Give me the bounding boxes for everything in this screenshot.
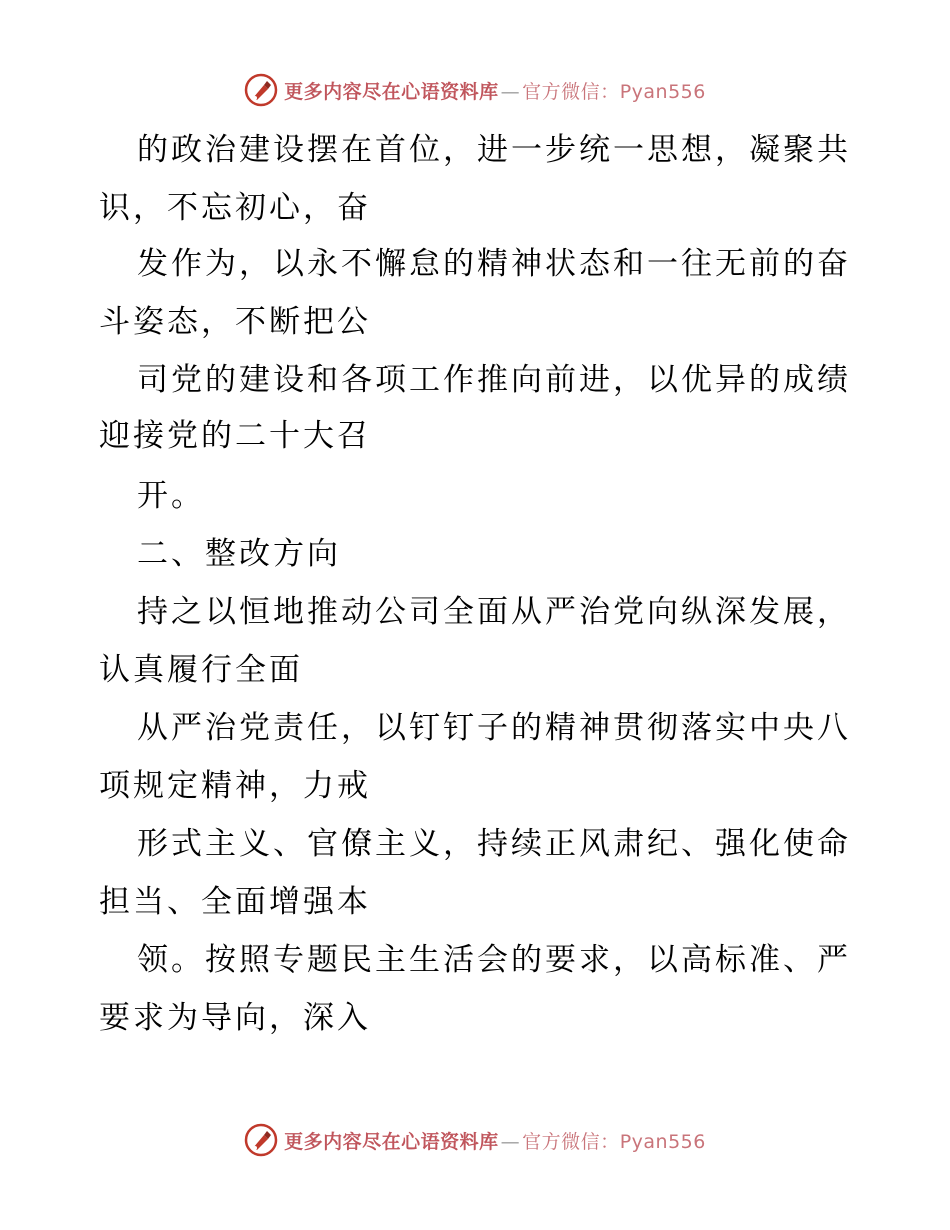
body-line: 的政治建设摆在首位，进一步统一思想，凝聚共 (137, 132, 851, 168)
pen-nib-logo-icon (244, 1123, 278, 1157)
body-line: 发作为，以永不懈怠的精神状态和一往无前的奋 (137, 246, 851, 282)
header-banner (0, 70, 950, 110)
body-line: 要求为导向，深入 (99, 1000, 371, 1036)
header-banner-separator: — (500, 80, 521, 103)
body-line: 迎接党的二十大召 (99, 418, 371, 454)
body-line: 司党的建设和各项工作推向前进，以优异的成绩 (137, 362, 851, 398)
footer-banner-wechat-label: 官方微信： (522, 1130, 620, 1153)
header-banner-text (284, 77, 706, 104)
footer-banner-wechat-id: Pyan556 (619, 1130, 706, 1153)
header-banner-main: 更多内容尽在心语资料库 (284, 80, 499, 103)
section-heading: 二、整改方向 (137, 536, 341, 572)
pen-nib-logo-icon (244, 73, 278, 107)
body-line: 识，不忘初心，奋 (99, 190, 371, 226)
body-line: 形式主义、官僚主义，持续正风肃纪、强化使命 (137, 826, 851, 862)
footer-banner (0, 1120, 950, 1160)
header-banner-wechat-id: Pyan556 (619, 80, 706, 103)
body-line: 项规定精神，力戒 (99, 768, 371, 804)
body-line: 开。 (137, 478, 205, 514)
footer-banner-main: 更多内容尽在心语资料库 (284, 1130, 499, 1153)
footer-banner-text (284, 1127, 706, 1154)
body-line: 领。按照专题民主生活会的要求，以高标准、严 (137, 942, 851, 978)
footer-banner-separator: — (500, 1130, 521, 1153)
header-banner-wechat-label: 官方微信： (522, 80, 620, 103)
body-line: 从严治党责任，以钉钉子的精神贯彻落实中央八 (137, 710, 851, 746)
body-line: 持之以恒地推动公司全面从严治党向纵深发展， (137, 594, 851, 630)
body-line: 认真履行全面 (99, 652, 303, 688)
body-line: 担当、全面增强本 (99, 884, 371, 920)
body-line: 斗姿态，不断把公 (99, 304, 371, 340)
